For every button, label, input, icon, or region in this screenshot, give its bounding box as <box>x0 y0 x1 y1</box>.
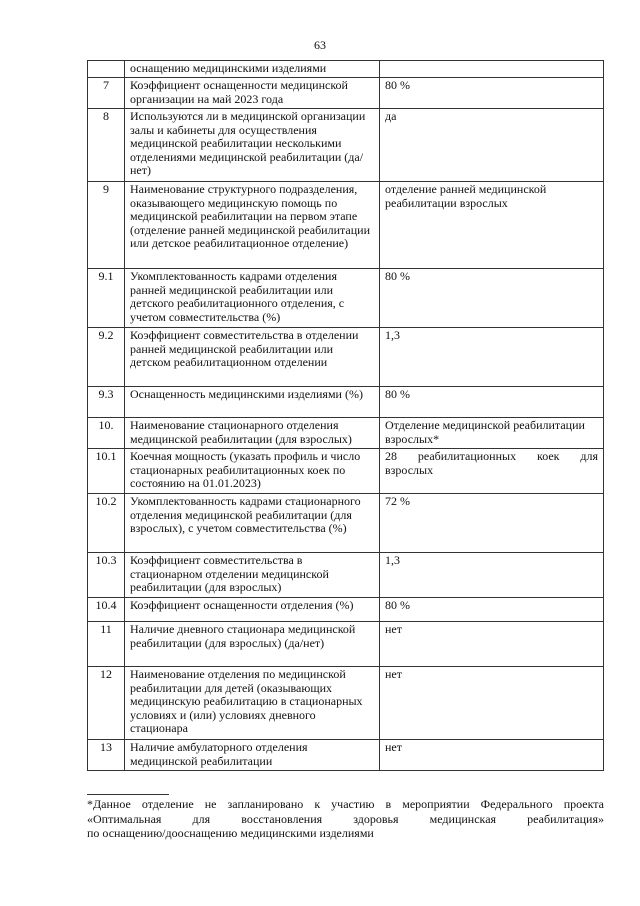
table-row <box>88 449 604 494</box>
row-value: 1,3 <box>380 328 604 387</box>
page-number: 63 <box>314 38 326 52</box>
row-name: Оснащенность медицинскими изделиями (%) <box>125 387 380 418</box>
table-row <box>88 78 604 109</box>
row-number: 12 <box>88 667 125 740</box>
row-name: Коэффициент совместительства в стационарном отделении медицинской реабилитации (для взрослых) <box>125 553 380 598</box>
table-row <box>88 418 604 449</box>
row-number: 10.2 <box>88 494 125 553</box>
row-value <box>380 61 604 78</box>
table-row <box>88 622 604 667</box>
row-number: 9 <box>88 182 125 269</box>
row-value: Отделение медицинской реабилитации взрослых* <box>380 418 604 449</box>
row-number: 9.2 <box>88 328 125 387</box>
footnote-line: «Оптимальная для восстановления здоровья медицинская реабилитация» <box>87 811 604 826</box>
table-row <box>88 740 604 771</box>
row-name: Наименование отделения по медицинской реабилитации для детей (оказывающих медицинскую реабилитацию в стационарных условиях и (или) условиях дневного стационара <box>125 667 380 740</box>
row-value: 80 % <box>380 78 604 109</box>
row-name: Наименование структурного подразделения, оказывающего медицинскую помощь по медицинской реабилитации на первом этапе (отделение ранней медицинской реабилитации или детское реабилитационное отделение) <box>125 182 380 269</box>
row-number: 10.3 <box>88 553 125 598</box>
row-name: Укомплектованность кадрами стационарного отделения медицинской реабилитации (для взрослых), с учетом совместительства (%) <box>125 494 380 553</box>
row-value: 80 % <box>380 269 604 328</box>
footnote-line: *Данное отделение не запланировано к участию в мероприятии Федерального проекта <box>87 797 604 811</box>
row-name: Коечная мощность (указать профиль и число стационарных реабилитационных коек по состоянию на 01.01.2023) <box>125 449 380 494</box>
row-name: Наличие дневного стационара медицинской реабилитации (для взрослых) (да/нет) <box>125 622 380 667</box>
table-row <box>88 328 604 387</box>
row-name: Коэффициент совместительства в отделении ранней медицинской реабилитации или детском реабилитационном отделении <box>125 328 380 387</box>
row-number: 11 <box>88 622 125 667</box>
table-row <box>88 61 604 78</box>
table-row <box>88 553 604 598</box>
row-value: нет <box>380 667 604 740</box>
row-name: Укомплектованность кадрами отделения ранней медицинской реабилитации или детского реабилитационного отделения, с учетом совместительства (%) <box>125 269 380 328</box>
row-value: 72 % <box>380 494 604 553</box>
row-name: Наименование стационарного отделения медицинской реабилитации (для взрослых) <box>125 418 380 449</box>
row-value: нет <box>380 622 604 667</box>
row-number: 10. <box>88 418 125 449</box>
row-name: Коэффициент оснащенности отделения (%) <box>125 598 380 622</box>
table-row <box>88 387 604 418</box>
row-value: да <box>380 109 604 182</box>
row-value: отделение ранней медицинской реабилитации взрослых <box>380 182 604 269</box>
row-number: 8 <box>88 109 125 182</box>
footnote <box>87 797 604 841</box>
row-name: Коэффициент оснащенности медицинской организации на май 2023 года <box>125 78 380 109</box>
row-number: 13 <box>88 740 125 771</box>
table-row <box>88 269 604 328</box>
row-number: 10.4 <box>88 598 125 622</box>
row-number: 7 <box>88 78 125 109</box>
row-value: 80 % <box>380 387 604 418</box>
row-number: 10.1 <box>88 449 125 494</box>
row-value: нет <box>380 740 604 771</box>
row-value-line: 28 реабилитационных коек для <box>385 449 598 464</box>
row-value <box>380 449 604 494</box>
row-name: оснащению медицинскими изделиями <box>125 61 380 78</box>
rehabilitation-table <box>87 60 604 771</box>
row-name: Используются ли в медицинской организации залы и кабинеты для осуществления медицинской реабилитации несколькими отделениями медицинской реабилитации (да/нет) <box>125 109 380 182</box>
footnote-line: по оснащению/дооснащению медицинскими изделиями <box>87 826 374 840</box>
row-value: 1,3 <box>380 553 604 598</box>
footnote-divider <box>87 794 169 795</box>
row-number: 9.1 <box>88 269 125 328</box>
table-row <box>88 598 604 622</box>
row-number <box>88 61 125 78</box>
table-row <box>88 182 604 269</box>
row-number: 9.3 <box>88 387 125 418</box>
row-name: Наличие амбулаторного отделения медицинской реабилитации <box>125 740 380 771</box>
table-row <box>88 667 604 740</box>
row-value: 80 % <box>380 598 604 622</box>
table-row <box>88 494 604 553</box>
table-row <box>88 109 604 182</box>
row-value-line: взрослых <box>385 462 434 477</box>
